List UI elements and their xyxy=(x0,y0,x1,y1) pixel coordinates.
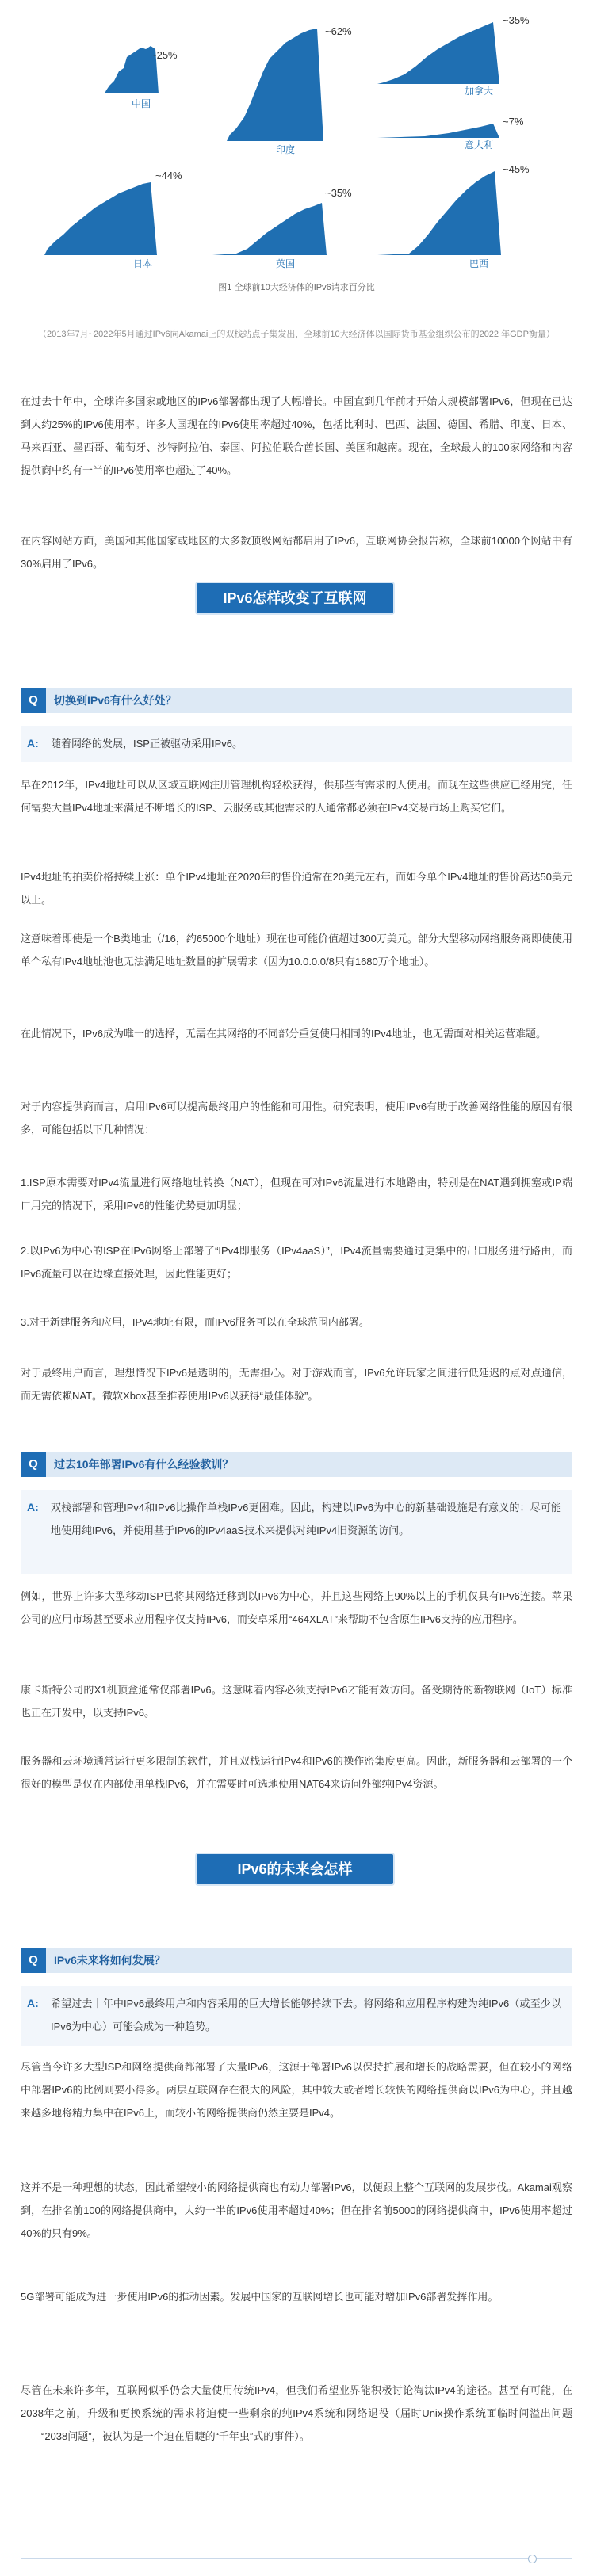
chart-china xyxy=(48,22,166,93)
q-badge: Q xyxy=(21,688,46,713)
figure-caption: 图1 全球前10大经济体的IPv6请求百分比 xyxy=(218,283,375,292)
answer-1: 随着网络的发展，ISP正被驱动采用IPv6。 xyxy=(51,738,243,750)
chart-canada-svg xyxy=(377,17,504,84)
label-brazil: 巴西 xyxy=(469,258,488,269)
chart-india-svg xyxy=(212,24,331,141)
chart-canada xyxy=(377,17,504,84)
label-china: 中国 xyxy=(131,98,151,109)
q-badge: Q xyxy=(21,1948,46,1973)
figure-note: （2013年7月~2022年5月通过IPv6向Akamai上的双栈站点子集发出，全球前10大经济体以国际货币基金组织公布的2022 年GDP衡量） xyxy=(38,330,555,339)
bottom-divider xyxy=(21,2558,572,2559)
para-1: 在过去十年中，全球许多国家或地区的IPv6部署都出现了大幅增长。中国直到几年前才开始大规模部署IPv6，但现在已达到大约25%的IPv6使用率。许多大国现在的IPv6使用率超过40%，包括比利时、巴西、法国、德国、希腊、印度、日本、马来西亚、墨西哥、葡萄牙、沙特阿拉伯、泰国、阿拉伯联合酋长国、美国和越南。现在，全球最大的100家网络和内容提供商中约有一半的IPv6使用率也超过了40%。 xyxy=(21,395,572,476)
answer-block-1 xyxy=(21,726,572,762)
question-bar-1 xyxy=(21,688,572,713)
para-14: 服务器和云环境通常运行更多限制的软件，并且双栈运行IPv4和IPv6的操作密集度更高。因此，新服务器和云部署的一个很好的模型是仅在内部使用单栈IPv6，并在需要时可选地使用NAT64来访问外部纯IPv4资源。 xyxy=(21,1755,572,1790)
para-12: 例如，世界上许多大型移动ISP已将其网络迁移到以IPv6为中心，并且这些网络上90%以上的手机仅具有IPv6连接。苹果公司的应用市场甚至要求应用程序仅支持IPv6，而安卓采用“464XLAT”来帮助不包含原生IPv6支持的应用程序。 xyxy=(21,1590,572,1625)
section-banner-1: IPv6怎样改变了互联网 xyxy=(197,583,393,613)
pct-japan: ~44% xyxy=(155,170,182,181)
answer-block-2 xyxy=(21,1490,572,1574)
pct-india: ~62% xyxy=(325,25,352,37)
para-7: 对于内容提供商而言，启用IPv6可以提高最终用户的性能和可用性。研究表明，使用IPv6有助于改善网络性能的原因有很多，可能包括以下几种情况： xyxy=(21,1101,572,1135)
answer-2: 双栈部署和管理IPv4和IPv6比操作单栈IPv6更困难。因此，构建以IPv6为中心的新基础设施是有意义的：尽可能地使用纯IPv6，并使用基于IPv6的IPv4aaS技术来提供对纯IPv4旧资源的访问。 xyxy=(51,1502,561,1536)
pct-italy: ~7% xyxy=(503,116,524,128)
para-10: 3.对于新建服务和应用，IPv4地址有限，而IPv6服务可以在全球范围内部署。 xyxy=(21,1316,369,1328)
a-badge: A: xyxy=(27,1997,39,2009)
label-japan: 日本 xyxy=(132,258,152,269)
ipv6-figure xyxy=(0,0,593,313)
label-canada: 加拿大 xyxy=(464,86,493,97)
para-13: 康卡斯特公司的X1机顶盒通常仅部署IPv6。这意味着内容必须支持IPv6才能有效访问。备受期待的新物联网（IoT）标准也正在开发中，以支持IPv6。 xyxy=(21,1684,572,1719)
label-india: 印度 xyxy=(275,144,295,155)
chart-uk-svg xyxy=(212,197,331,255)
para-3: 早在2012年，IPv4地址可以从区域互联网注册管理机构轻松获得，供那些有需求的人使用。而现在这些供应已经用完，任何需要大量IPv4地址来满足不断增长的ISP、云服务或其他需求的人通常都必须在IPv4交易市场上购买它们。 xyxy=(21,779,572,814)
chart-uk xyxy=(212,197,331,255)
question-bar-2 xyxy=(21,1452,572,1477)
label-uk: 英国 xyxy=(275,258,295,269)
pct-china: ~25% xyxy=(151,49,178,61)
bottom-divider-dot xyxy=(528,2555,537,2563)
pct-canada: ~35% xyxy=(503,14,530,26)
section-banner-2: IPv6的未来会怎样 xyxy=(197,1854,393,1884)
para-18: 尽管在未来许多年，互联网似乎仍会大量使用传统IPv4，但我们希望业界能积极讨论淘汰IPv4的途径。甚至有可能，在2038年之前，升级和更换系统的需求将迫使一些剩余的纯IPv4系统和网络退役（届时Unix操作系统面临时间溢出问题——“2038问题”，被认为是一个迫在眉睫的“千年虫”式的事件）。 xyxy=(21,2384,572,2442)
answer-block-3 xyxy=(21,1986,572,2046)
chart-italy xyxy=(377,116,504,138)
pct-brazil: ~45% xyxy=(503,163,530,175)
a-badge: A: xyxy=(27,737,39,750)
a-badge: A: xyxy=(27,1501,39,1513)
para-8: 1.ISP原本需要对IPv4流量进行网络地址转换（NAT），但现在可对IPv6流量进行本地路由，特别是在NAT遇到拥塞或IP端口用完的情况下，采用IPv6的性能优势更加明显； xyxy=(21,1177,572,1212)
question-bar-3 xyxy=(21,1948,572,1973)
para-17: 5G部署可能成为进一步使用IPv6的推动因素。发展中国家的互联网增长也可能对增加IPv6部署发挥作用。 xyxy=(21,2291,499,2303)
question-1: 切换到IPv6有什么好处？ xyxy=(54,694,177,707)
para-4: IPv4地址的拍卖价格持续上涨：单个IPv4地址在2020年的售价通常在20美元左右，而如今单个IPv4地址的售价高达50美元以上。 xyxy=(21,871,572,906)
chart-india xyxy=(212,24,331,141)
question-3: IPv6未来将如何发展？ xyxy=(54,1954,166,1967)
chart-brazil xyxy=(377,166,504,255)
pct-uk: ~35% xyxy=(325,187,352,199)
para-15: 尽管当今许多大型ISP和网络提供商都部署了大量IPv6，这源于部署IPv6以保持扩展和增长的战略需要，但在较小的网络中部署IPv6的比例则要小得多。两层互联网存在很大的风险，其中较大或者增长较快的网络提供商以IPv6为中心，并且越来越多地将精力集中在IPv6上，而较小的网络提供商仍然主要是IPv4。 xyxy=(21,2061,572,2119)
chart-japan-svg xyxy=(44,173,163,255)
para-6: 在此情况下，IPv6成为唯一的选择，无需在其网络的不同部分重复使用相同的IPv4地址，也无需面对相关运营难题。 xyxy=(21,1028,547,1040)
para-11: 对于最终用户而言，理想情况下IPv6是透明的，无需担心。对于游戏而言，IPv6允许玩家之间进行低延迟的点对点通信，而无需依赖NAT。微软Xbox甚至推荐使用IPv6以获得“最佳体验”。 xyxy=(21,1367,572,1402)
para-5: 这意味着即使是一个B类地址（/16，约65000个地址）现在也可能价值超过300万美元。部分大型移动网络服务商即使使用单个私有IPv4地址池也无法满足地址数量的扩展需求（因为10.0.0.0/8只有1680万个地址）。 xyxy=(21,933,572,967)
chart-japan xyxy=(44,173,163,255)
para-9: 2.以IPv6为中心的ISP在IPv6网络上部署了“IPv4即服务（IPv4aaS）”，IPv4流量需要通过更集中的出口服务进行路由，而IPv6流量可以在边缘直接处理，因此性能更好； xyxy=(21,1245,572,1280)
question-2: 过去10年部署IPv6有什么经验教训？ xyxy=(54,1458,234,1471)
chart-italy-svg xyxy=(377,116,504,138)
para-2: 在内容网站方面，美国和其他国家或地区的大多数顶级网站都启用了IPv6，互联网协会报告称，全球前10000个网站中有30%启用了IPv6。 xyxy=(21,535,572,570)
label-italy: 意大利 xyxy=(464,139,493,151)
chart-china-svg xyxy=(48,22,166,93)
para-16: 这并不是一种理想的状态，因此希望较小的网络提供商也有动力部署IPv6，以便跟上整个互联网的发展步伐。Akamai观察到，在排名前100的网络提供商中，大约一半的IPv6使用率超过40%；但在排名前5000的网络提供商中，IPv6使用率超过40%的只有9%。 xyxy=(21,2181,572,2239)
q-badge: Q xyxy=(21,1452,46,1477)
chart-brazil-svg xyxy=(377,166,504,255)
answer-3: 希望过去十年中IPv6最终用户和内容采用的巨大增长能够持续下去。将网络和应用程序构建为纯IPv6（或至少以IPv6为中心）可能会成为一种趋势。 xyxy=(51,1998,561,2032)
